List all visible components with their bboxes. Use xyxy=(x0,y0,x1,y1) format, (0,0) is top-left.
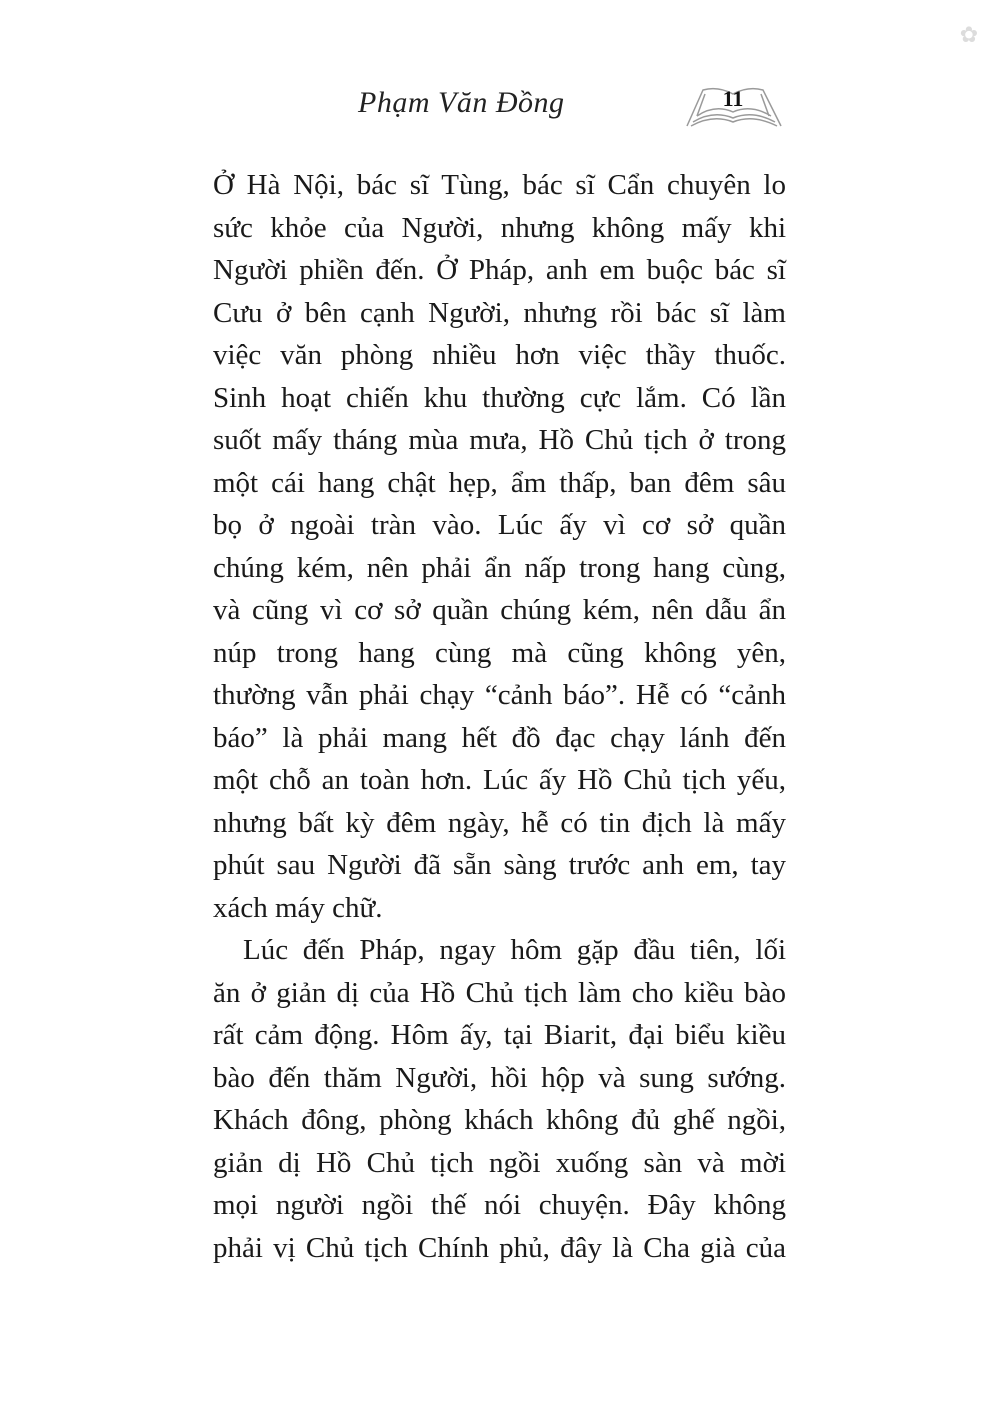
text-line: chúng kém, nên phải ẩn nấp trong hang cùng, xyxy=(213,551,786,584)
flower-icon: ✿ xyxy=(959,23,979,48)
text-line: thường vẫn phải chạy “cảnh báo”. Hễ có “cảnh xyxy=(213,679,786,711)
paragraph xyxy=(213,164,786,929)
text-line: Lúc đến Pháp, ngay hôm gặp đầu tiên, lối xyxy=(243,934,786,966)
text-line: một cái hang chật hẹp, ẩm thấp, ban đêm sâu xyxy=(213,466,786,499)
text-line: phải vị Chủ tịch Chính phủ, đây là Cha già của xyxy=(213,1231,786,1264)
text-line: một chỗ an toàn hơn. Lúc ấy Hồ Chủ tịch yếu, xyxy=(213,764,786,796)
paragraph xyxy=(213,929,786,1269)
text-line: phút sau Người đã sẵn sàng trước anh em, tay xyxy=(213,849,786,881)
text-line: xách máy chữ. xyxy=(213,891,383,924)
text-line: núp trong hang cùng mà cũng không yên, xyxy=(213,636,786,669)
text-line: báo” là phải mang hết đồ đạc chạy lánh đến xyxy=(213,721,786,754)
text-line: bào đến thăm Người, hồi hộp và sung sướng. xyxy=(213,1061,786,1094)
text-line: rất cảm động. Hôm ấy, tại Biarit, đại biểu kiều xyxy=(213,1019,786,1051)
text-line: giản dị Hồ Chủ tịch ngồi xuống sàn và mời xyxy=(213,1146,786,1179)
text-line: Ở Hà Nội, bác sĩ Tùng, bác sĩ Cẩn chuyên lo xyxy=(213,169,786,201)
text-line: mọi người ngồi thế nói chuyện. Đây không xyxy=(213,1189,786,1221)
text-line: ăn ở giản dị của Hồ Chủ tịch làm cho kiều bào xyxy=(213,976,786,1009)
text-line: Sinh hoạt chiến khu thường cực lắm. Có lần xyxy=(213,381,786,414)
text-line: suốt mấy tháng mùa mưa, Hồ Chủ tịch ở trong xyxy=(213,424,786,456)
text-line: sức khỏe của Người, nhưng không mấy khi xyxy=(213,211,786,244)
text-line: bọ ở ngoài tràn vào. Lúc ấy vì cơ sở quần xyxy=(213,509,786,541)
text-line: Cưu ở bên cạnh Người, nhưng rồi bác sĩ làm xyxy=(213,296,786,329)
text-line: và cũng vì cơ sở quần chúng kém, nên dẫu ẩn xyxy=(213,594,786,626)
page-number-badge xyxy=(683,82,783,130)
text-line: Khách đông, phòng khách không đủ ghế ngồi, xyxy=(213,1104,786,1136)
page-number: 11 xyxy=(722,86,744,111)
text-line: Người phiền đến. Ở Pháp, anh em buộc bác sĩ xyxy=(213,254,786,286)
running-title: Phạm Văn Đồng xyxy=(358,86,565,119)
text-line: nhưng bất kỳ đêm ngày, hễ có tin địch là mấy xyxy=(213,806,786,839)
body-text xyxy=(213,164,786,1269)
text-line: việc văn phòng nhiều hơn việc thầy thuốc. xyxy=(213,339,786,371)
